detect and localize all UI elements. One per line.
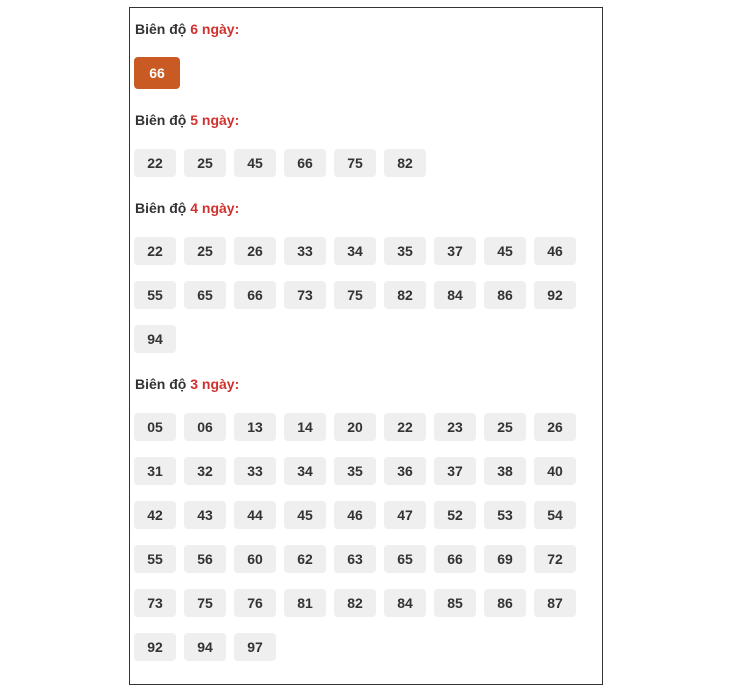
section-title-prefix: Biên độ [135,376,187,392]
number-chip[interactable]: 62 [284,545,326,573]
number-chip[interactable]: 94 [134,325,176,353]
number-chip[interactable]: 14 [284,413,326,441]
number-chip[interactable]: 34 [334,237,376,265]
number-chip[interactable]: 87 [534,589,576,617]
number-chip[interactable]: 82 [384,281,426,309]
number-chip[interactable]: 65 [184,281,226,309]
section-title-days: 6 ngày: [190,21,240,37]
number-chip[interactable]: 75 [184,589,226,617]
number-chip[interactable]: 60 [234,545,276,573]
section-title-days: 3 ngày: [190,376,240,392]
number-chip[interactable]: 84 [434,281,476,309]
number-chip[interactable]: 37 [434,457,476,485]
number-chip[interactable]: 86 [484,589,526,617]
number-chip-selected[interactable]: 66 [134,57,180,89]
number-chip[interactable]: 86 [484,281,526,309]
number-chip[interactable]: 42 [134,501,176,529]
number-chip[interactable]: 72 [534,545,576,573]
number-chip[interactable]: 26 [534,413,576,441]
number-chip[interactable]: 33 [284,237,326,265]
section-title-prefix: Biên độ [135,200,187,216]
number-chip[interactable]: 66 [284,149,326,177]
number-chip[interactable]: 46 [534,237,576,265]
number-chip[interactable]: 31 [134,457,176,485]
number-chip[interactable]: 69 [484,545,526,573]
number-chip[interactable]: 65 [384,545,426,573]
number-chip[interactable]: 92 [134,633,176,661]
number-chip[interactable]: 05 [134,413,176,441]
number-chip[interactable]: 52 [434,501,476,529]
number-chip[interactable]: 73 [134,589,176,617]
number-chip[interactable]: 13 [234,413,276,441]
section-title-days: 5 ngày: [190,112,240,128]
number-chip[interactable]: 75 [334,281,376,309]
number-chip[interactable]: 54 [534,501,576,529]
number-chip[interactable]: 26 [234,237,276,265]
number-chip[interactable]: 34 [284,457,326,485]
number-chip[interactable]: 20 [334,413,376,441]
number-chip[interactable]: 84 [384,589,426,617]
number-chip[interactable]: 63 [334,545,376,573]
number-chip[interactable]: 40 [534,457,576,485]
section-title-days: 4 ngày: [190,200,240,216]
number-chip[interactable]: 25 [184,149,226,177]
number-chip[interactable]: 55 [134,281,176,309]
number-chip[interactable]: 47 [384,501,426,529]
number-chip[interactable]: 25 [184,237,226,265]
number-chip[interactable]: 66 [234,281,276,309]
number-chip[interactable]: 82 [384,149,426,177]
number-chip[interactable]: 32 [184,457,226,485]
number-chip[interactable]: 73 [284,281,326,309]
number-chip[interactable]: 25 [484,413,526,441]
amplitude-panel [129,7,603,685]
number-chip[interactable]: 46 [334,501,376,529]
number-chip[interactable]: 45 [284,501,326,529]
section-title-6-days [135,21,239,37]
number-chip[interactable]: 22 [384,413,426,441]
number-chip[interactable]: 82 [334,589,376,617]
number-chip[interactable]: 94 [184,633,226,661]
number-chip[interactable]: 81 [284,589,326,617]
section-title-5-days [135,112,239,128]
section-title-4-days [135,200,239,216]
number-chip[interactable]: 35 [334,457,376,485]
number-chip[interactable]: 76 [234,589,276,617]
number-chip[interactable]: 97 [234,633,276,661]
number-chip[interactable]: 66 [434,545,476,573]
number-chip[interactable]: 22 [134,149,176,177]
number-chip[interactable]: 23 [434,413,476,441]
number-chip[interactable]: 36 [384,457,426,485]
number-chip[interactable]: 22 [134,237,176,265]
section-title-prefix: Biên độ [135,112,187,128]
number-chip[interactable]: 38 [484,457,526,485]
number-chip[interactable]: 75 [334,149,376,177]
number-chip[interactable]: 53 [484,501,526,529]
number-chip[interactable]: 43 [184,501,226,529]
number-chip[interactable]: 35 [384,237,426,265]
number-chip[interactable]: 85 [434,589,476,617]
number-chip[interactable]: 45 [234,149,276,177]
number-chip[interactable]: 06 [184,413,226,441]
number-chip[interactable]: 56 [184,545,226,573]
section-title-3-days [135,376,239,392]
section-title-prefix: Biên độ [135,21,187,37]
number-chip[interactable]: 33 [234,457,276,485]
number-chip[interactable]: 37 [434,237,476,265]
number-chip[interactable]: 44 [234,501,276,529]
number-chip[interactable]: 92 [534,281,576,309]
number-chip[interactable]: 45 [484,237,526,265]
number-chip[interactable]: 55 [134,545,176,573]
